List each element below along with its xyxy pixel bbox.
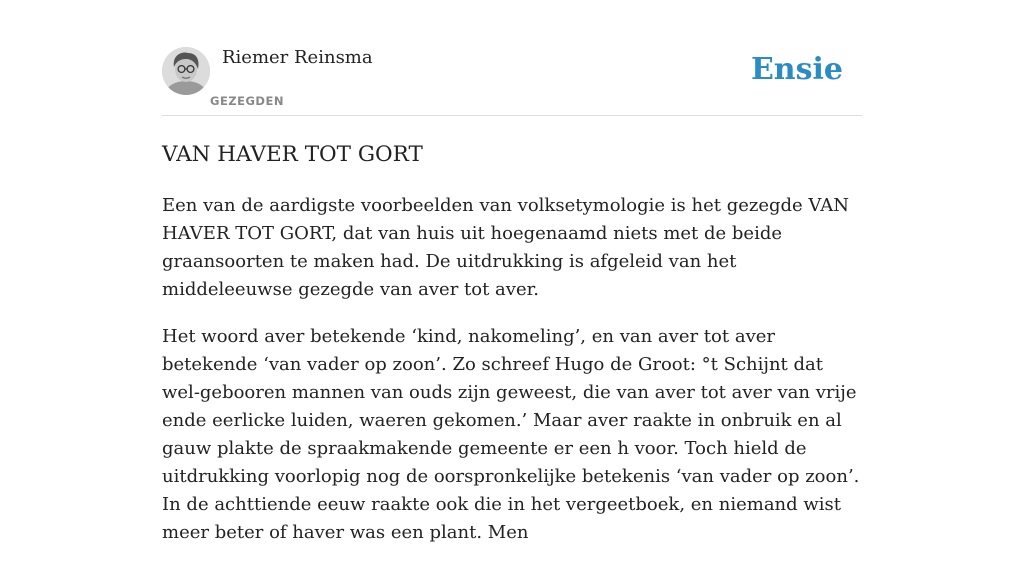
- article-header: [162, 46, 862, 116]
- article-body: [162, 192, 862, 566]
- article-paragraph: Het woord aver betekende ‘kind, nakomeling’, en van aver tot aver betekende ‘van vader op zoon’. Zo schreef Hugo de Groot: °t Schijnt dat wel-gebooren mannen van ouds zijn geweest, die van aver tot aver van vrije ende eerlicke luiden, waeren gekomen.’ Maar aver raakte in onbruik en al gauw plakte de spraakmakende gemeente er een h voor. Toch hield de uitdrukking voorlopig nog de oorspronkelijke betekenis ‘van vader op zoon’. In de achttiende eeuw raakte ook die in het vergeetboek, en niemand wist meer beter of haver was een plant. Men: [162, 326, 860, 543]
- category-label[interactable]: GEZEGDEN: [210, 94, 284, 108]
- article-title: VAN HAVER TOT GORT: [162, 142, 423, 167]
- ensie-logo[interactable]: Ensie: [750, 52, 843, 87]
- author-avatar[interactable]: [162, 47, 210, 95]
- author-name[interactable]: Riemer Reinsma: [222, 47, 373, 68]
- author-portrait-icon: [162, 47, 210, 95]
- article-paragraph: Een van de aardigste voorbeelden van volksetymologie is het gezegde VAN HAVER TOT GORT, dat van huis uit hoegenaamd niets met de beide graansoorten te maken had. De uitdrukking is afgeleid van het middeleeuwse gezegde van aver tot aver.: [162, 195, 849, 300]
